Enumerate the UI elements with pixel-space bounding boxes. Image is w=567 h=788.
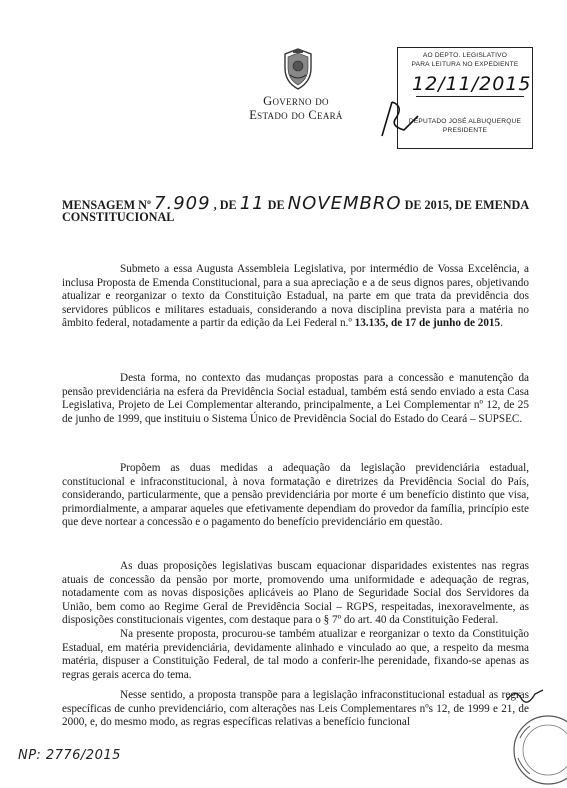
signature-mark-icon [378,96,438,140]
message-label: MENSAGEM Nº [62,198,151,212]
paragraph-1-text: Submeto a essa Augusta Assembleia Legislativa, por intermédio de Vossa Excelência, a inclusa Proposta de Emenda Constitucional, para a sua apreciação e a de seus dignos pares, objetivando atualizar e reorganizar o texto da Constituição Estadual, na parte em que trata da previdência dos servidores públicos e militares estaduais, considerando a nova disciplina prevista para a matéria no âmbito federal, notadamente a partir da edição da Lei Federal n.º [62,263,529,329]
stamp-line-4: PRESIDENTE [442,126,488,134]
message-de: DE [267,198,285,212]
paragraph-2 [62,372,529,426]
paragraph-4 [62,560,529,628]
government-line-2: Estado do Ceará [249,108,343,122]
paragraph-5-text: Na presente proposta, procurou-se também atualizar e reorganizar o texto da Constituição Estadual, em matéria previdenciária, devidamente alinhado e vinculado ao que, a respeito da mesma matéria, dispuser a Constituição Federal, de tal modo a conferir-lhe perenidade, fixando-se apenas as regras gerais acerca do tema. [62,628,529,681]
state-coat-of-arms-icon [281,48,315,90]
message-tail: DE 2015, DE EMENDA [404,198,530,212]
paragraph-6 [62,689,529,730]
government-title [226,94,366,122]
paragraph-2-text: Desta forma, no contexto das mudanças propostas para a concessão e manutenção da pensão previdenciária na esfera da Previdência Social estadual, também está sendo enviado a esta Casa Legislativa, Projeto de Lei Complementar alterando, principalmente, a Lei Complementar nº 12, de 25 de junho de 1999, que instituiu o Sistema Único de Previdência Social do Estado do Ceará – SUPSEC. [62,372,529,425]
paragraph-4-text: As duas proposições legislativas buscam equacionar disparidades existentes nas regras atuais de concessão da pensão por morte, promovendo uma uniformidade e adequação de regras, notadamente com as novas disposições aplicáveis ao Plano de Seguridade Social dos Servidores da União, bem como ao Regime Geral de Previdência Social – RGPS, respeitadas, inexoravelmente, as disposições constitucionais vigentes, com destaque para o § 7º do art. 40 da Constituição Federal. [62,560,529,626]
paragraph-3 [62,462,529,530]
government-line-1: Governo do [263,94,329,108]
stamp-line-2: PARA LEITURA NO EXPEDIENTE [411,60,519,68]
paragraph-1-law: 13.135, de 17 de junho de 2015 [354,317,501,329]
paragraph-1 [62,263,529,331]
message-heading-line-2: CONSTITUCIONAL [62,210,175,224]
protocol-number: NP: 2776/2015 [18,748,121,763]
message-sep: , DE [213,198,237,212]
stamp-date: 12/11/2015 [412,73,532,95]
message-month: NOVEMBRO [287,193,402,214]
message-day: 11 [239,193,265,214]
initials-mark-icon [505,686,545,704]
paragraph-1-end: . [500,317,503,329]
paragraph-5 [62,628,529,682]
stamp-line-1: AO DEPTO. LEGISLATIVO [422,52,508,59]
paragraph-6-text: Nesse sentido, a proposta transpõe para a legislação infraconstitucional estadual as regras específicas de cunho previdenciário, com alterações nas Leis Complementares nºs 12, de 1999 e 21, de 2000, e, do mesmo modo, as regras específicas relativas a benefício funcional [62,689,529,728]
stamp-line-3: DEPUTADO JOSÉ ALBUQUERQUE [408,118,522,125]
message-number: 7.909 [154,193,211,214]
round-protocol-seal-icon [500,708,567,788]
paragraph-3-text: Propõem as duas medidas a adequação da legislação previdenciária estadual, constitucional e infraconstitucional, à nova formatação e diretrizes da Previdência Social do País, considerando, particularmente, que a pensão previdenciária por morte é um benefício distinto que visa, primordialmente, a amparar aqueles que efetivamente dependiam do provedor da família, princípio este que deve nortear a concessão e o pagamento do benefício previdenciário em questão. [62,462,529,528]
